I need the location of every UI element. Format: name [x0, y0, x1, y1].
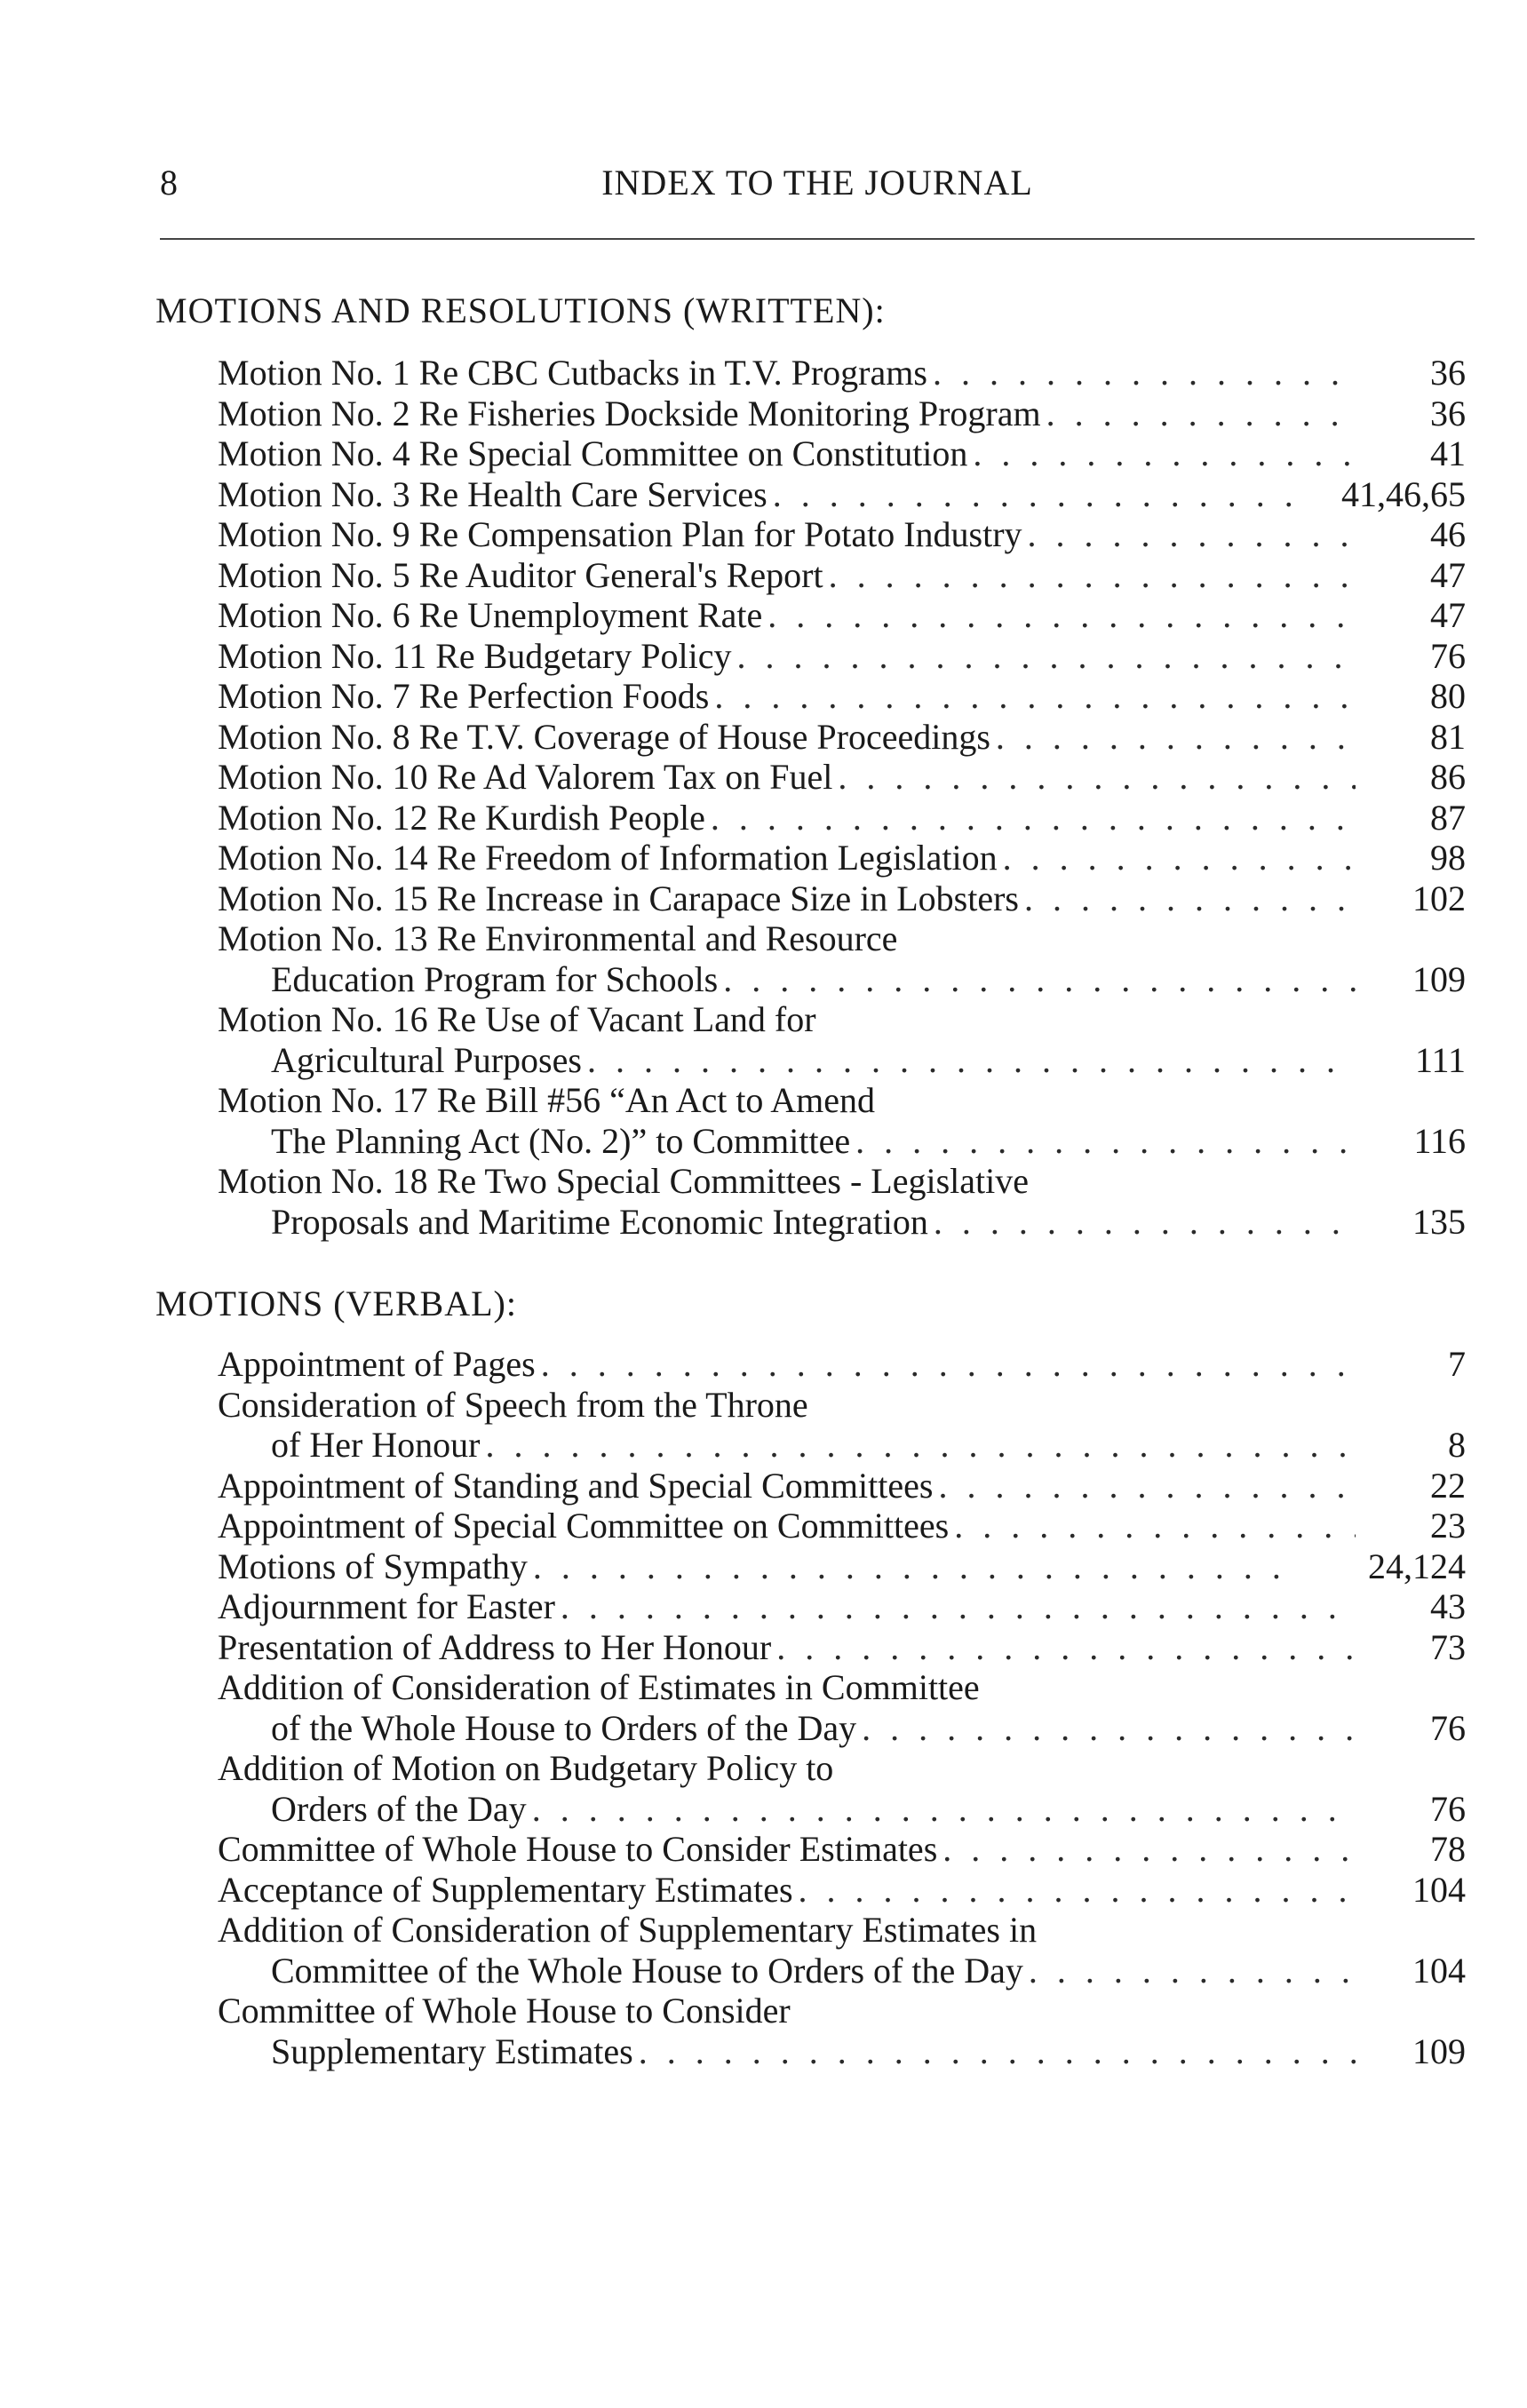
- index-entry: [218, 1870, 1466, 1911]
- index-entry: [218, 1667, 1466, 1748]
- dot-leader: [532, 1789, 1356, 1830]
- entry-page-ref: 41,46,65: [1341, 473, 1466, 514]
- dot-leader: [942, 1829, 1356, 1870]
- entry-page-ref: 8: [1448, 1425, 1466, 1465]
- index-entry: [218, 1546, 1466, 1587]
- dot-leader: [776, 1627, 1356, 1668]
- entry-text: Motion No. 18 Re Two Special Committees - Legislative: [218, 1161, 1030, 1201]
- entry-text: Supplementary Estimates: [271, 2031, 633, 2071]
- dot-leader: [587, 1040, 1356, 1081]
- dot-leader: [736, 636, 1356, 677]
- dot-leader: [561, 1586, 1356, 1627]
- entry-line: [218, 474, 1466, 515]
- entry-page-ref: 76: [1430, 1788, 1466, 1829]
- entry-continuation-line: [218, 1202, 1466, 1243]
- verbal-motions-list: [218, 1344, 1466, 2071]
- running-title: INDEX TO THE JOURNAL: [601, 163, 1033, 203]
- dot-leader: [1024, 878, 1356, 919]
- entry-text: Education Program for Schools: [271, 958, 719, 999]
- entry-text: Acceptance of Supplementary Estimates: [218, 1869, 793, 1910]
- header-rule: [160, 238, 1475, 240]
- entry-continuation-line: [218, 2031, 1466, 2072]
- entry-text: Motion No. 2 Re Fisheries Dockside Monitoring Program: [218, 393, 1041, 433]
- index-entry: [218, 878, 1466, 919]
- entry-text: Motion No. 14 Re Freedom of Information Legislation: [218, 838, 998, 878]
- entry-line: [218, 1385, 1466, 1426]
- dot-leader: [1028, 514, 1356, 555]
- page-header: [160, 162, 1475, 215]
- index-entry: [218, 1506, 1466, 1546]
- section-heading-verbal: MOTIONS (VERBAL):: [155, 1283, 517, 1323]
- index-entry: [218, 1991, 1466, 2071]
- entry-continuation-line: [218, 1708, 1466, 1749]
- entry-page-ref: 22: [1430, 1465, 1466, 1506]
- entry-text: Agricultural Purposes: [271, 1039, 582, 1080]
- index-entry: [218, 474, 1466, 515]
- entry-text: Motion No. 1 Re CBC Cutbacks in T.V. Programs: [218, 353, 927, 393]
- entry-continuation-line: [218, 1425, 1466, 1466]
- entry-text: of Her Honour: [271, 1425, 481, 1465]
- entry-line: [218, 1667, 1466, 1708]
- entry-text: Motion No. 11 Re Budgetary Policy: [218, 635, 732, 676]
- entry-text: of the Whole House to Orders of the Day: [271, 1707, 857, 1748]
- index-entry: [218, 1586, 1466, 1627]
- entry-page-ref: 102: [1412, 878, 1466, 918]
- index-entry: [218, 1080, 1466, 1161]
- dot-leader: [723, 959, 1356, 1000]
- entry-page-ref: 87: [1430, 797, 1466, 838]
- index-entry: [218, 555, 1466, 596]
- index-entry: [218, 1466, 1466, 1506]
- entry-page-ref: 86: [1430, 757, 1466, 797]
- section-heading-written: MOTIONS AND RESOLUTIONS (WRITTEN):: [155, 290, 886, 330]
- entry-page-ref: 104: [1412, 1950, 1466, 1991]
- entry-page-ref: 36: [1430, 393, 1466, 433]
- index-entry: [218, 838, 1466, 878]
- dot-leader: [773, 474, 1293, 515]
- entry-text: Orders of the Day: [271, 1788, 527, 1829]
- index-entry: [218, 353, 1466, 393]
- entry-line: [218, 433, 1466, 474]
- entry-text: Motion No. 4 Re Special Committee on Constitution: [218, 433, 968, 473]
- entry-text: Motion No. 12 Re Kurdish People: [218, 797, 705, 838]
- entry-line: [218, 1344, 1466, 1385]
- entry-line: [218, 798, 1466, 838]
- entry-page-ref: 116: [1413, 1120, 1466, 1161]
- entry-line: [218, 393, 1466, 434]
- dot-leader: [533, 1546, 1293, 1587]
- entry-text: Proposals and Maritime Economic Integration: [271, 1201, 928, 1242]
- index-entry: [218, 636, 1466, 677]
- dot-leader: [973, 433, 1356, 474]
- entry-line: [218, 878, 1466, 919]
- entry-line: [218, 1506, 1466, 1546]
- entry-line: [218, 514, 1466, 555]
- entry-continuation-line: [218, 1040, 1466, 1081]
- entry-text: Motion No. 10 Re Ad Valorem Tax on Fuel: [218, 757, 833, 797]
- entry-continuation-line: [218, 1951, 1466, 1991]
- dot-leader: [1003, 838, 1356, 878]
- index-entry: [218, 1385, 1466, 1466]
- entry-page-ref: 73: [1430, 1626, 1466, 1667]
- entry-text: Presentation of Address to Her Honour: [218, 1626, 772, 1667]
- entry-page-ref: 109: [1412, 2031, 1466, 2071]
- entry-line: [218, 918, 1466, 959]
- index-entry: [218, 595, 1466, 636]
- dot-leader: [862, 1708, 1356, 1749]
- entry-text: Committee of Whole House to Consider: [218, 1991, 791, 2031]
- entry-text: Adjournment for Easter: [218, 1586, 555, 1626]
- index-entry: [218, 1829, 1466, 1870]
- entry-text: Motion No. 7 Re Perfection Foods: [218, 676, 710, 716]
- entry-line: [218, 757, 1466, 798]
- entry-page-ref: 81: [1430, 716, 1466, 757]
- index-entry: [218, 999, 1466, 1080]
- entry-page-ref: 76: [1430, 1707, 1466, 1748]
- dot-leader: [1046, 393, 1356, 434]
- index-entry: [218, 433, 1466, 474]
- dot-leader: [938, 1466, 1356, 1506]
- entry-text: Motion No. 16 Re Use of Vacant Land for: [218, 999, 816, 1039]
- entry-page-ref: 135: [1412, 1201, 1466, 1242]
- index-entry: [218, 1161, 1466, 1242]
- entry-page-ref: 47: [1430, 554, 1466, 595]
- entry-line: [218, 1870, 1466, 1911]
- dot-leader: [933, 353, 1356, 393]
- entry-page-ref: 7: [1448, 1344, 1466, 1384]
- entry-page-ref: 24,124: [1368, 1546, 1466, 1586]
- entry-continuation-line: [218, 1789, 1466, 1830]
- entry-page-ref: 41: [1430, 433, 1466, 473]
- entry-text: Motion No. 15 Re Increase in Carapace Size in Lobsters: [218, 878, 1019, 918]
- entry-page-ref: 78: [1430, 1829, 1466, 1869]
- entry-text: Motion No. 5 Re Auditor General's Report: [218, 554, 823, 595]
- entry-text: Motion No. 8 Re T.V. Coverage of House Proceedings: [218, 716, 990, 757]
- entry-continuation-line: [218, 959, 1466, 1000]
- entry-line: [218, 999, 1466, 1040]
- entry-text: Addition of Motion on Budgetary Policy to: [218, 1748, 834, 1788]
- entry-text: The Planning Act (No. 2)” to Committee: [271, 1120, 851, 1161]
- entry-line: [218, 676, 1466, 717]
- written-motions-list: [218, 353, 1466, 1242]
- entry-line: [218, 1991, 1466, 2031]
- index-entry: [218, 757, 1466, 798]
- entry-line: [218, 636, 1466, 677]
- entry-text: Motion No. 17 Re Bill #56 “An Act to Amend: [218, 1080, 875, 1120]
- index-entry: [218, 918, 1466, 999]
- index-entry: [218, 717, 1466, 758]
- entry-text: Motion No. 13 Re Environmental and Resource: [218, 918, 898, 958]
- entry-text: Consideration of Speech from the Throne: [218, 1384, 808, 1425]
- entry-text: Appointment of Pages: [218, 1344, 536, 1384]
- dot-leader: [829, 555, 1356, 596]
- dot-leader: [639, 2031, 1356, 2072]
- entry-text: Addition of Consideration of Estimates in Committee: [218, 1667, 980, 1707]
- dot-leader: [711, 798, 1356, 838]
- entry-line: [218, 1466, 1466, 1506]
- index-entry: [218, 1627, 1466, 1668]
- entry-page-ref: 23: [1430, 1506, 1466, 1546]
- entry-page-ref: 109: [1412, 958, 1466, 999]
- entry-page-ref: 104: [1412, 1869, 1466, 1910]
- entry-line: [218, 1161, 1466, 1202]
- entry-text: Motion No. 9 Re Compensation Plan for Potato Industry: [218, 514, 1022, 554]
- entry-line: [218, 1910, 1466, 1951]
- entry-line: [218, 838, 1466, 878]
- entry-line: [218, 555, 1466, 596]
- index-entry: [218, 393, 1466, 434]
- entry-text: Motions of Sympathy: [218, 1546, 528, 1586]
- entry-text: Motion No. 6 Re Unemployment Rate: [218, 595, 763, 635]
- entry-line: [218, 595, 1466, 636]
- index-entry: [218, 1748, 1466, 1829]
- entry-page-ref: 76: [1430, 635, 1466, 676]
- entry-page-ref: 36: [1430, 353, 1466, 393]
- index-entry: [218, 1344, 1466, 1385]
- dot-leader: [934, 1202, 1356, 1243]
- dot-leader: [855, 1121, 1356, 1162]
- dot-leader: [996, 717, 1356, 758]
- entry-text: Addition of Consideration of Supplementary Estimates in: [218, 1910, 1038, 1950]
- entry-continuation-line: [218, 1121, 1466, 1162]
- entry-line: [218, 1627, 1466, 1668]
- entry-line: [218, 1546, 1466, 1587]
- entry-line: [218, 1829, 1466, 1870]
- entry-line: [218, 353, 1466, 393]
- entry-page-ref: 98: [1430, 838, 1466, 878]
- entry-line: [218, 1748, 1466, 1789]
- page-number: 8: [160, 163, 178, 203]
- dot-leader: [486, 1425, 1356, 1466]
- entry-text: Motion No. 3 Re Health Care Services: [218, 473, 767, 514]
- entry-page-ref: 80: [1430, 676, 1466, 716]
- entry-text: Committee of Whole House to Consider Estimates: [218, 1829, 938, 1869]
- entry-text: Appointment of Standing and Special Committees: [218, 1465, 934, 1506]
- index-entry: [218, 514, 1466, 555]
- entry-page-ref: 43: [1430, 1586, 1466, 1626]
- dot-leader: [541, 1344, 1356, 1385]
- index-entry: [218, 676, 1466, 717]
- entry-line: [218, 1080, 1466, 1121]
- dot-leader: [954, 1506, 1356, 1546]
- dot-leader: [1029, 1951, 1356, 1991]
- index-entry: [218, 1910, 1466, 1991]
- entry-text: Appointment of Special Committee on Committees: [218, 1506, 950, 1546]
- entry-page-ref: 47: [1430, 595, 1466, 635]
- entry-page-ref: 46: [1430, 514, 1466, 554]
- index-entry: [218, 798, 1466, 838]
- dot-leader: [799, 1870, 1356, 1911]
- entry-line: [218, 1586, 1466, 1627]
- dot-leader: [767, 595, 1356, 636]
- entry-line: [218, 717, 1466, 758]
- entry-page-ref: 111: [1414, 1039, 1466, 1080]
- entry-text: Committee of the Whole House to Orders of the Day: [271, 1950, 1023, 1991]
- dot-leader: [714, 676, 1356, 717]
- dot-leader: [838, 757, 1356, 798]
